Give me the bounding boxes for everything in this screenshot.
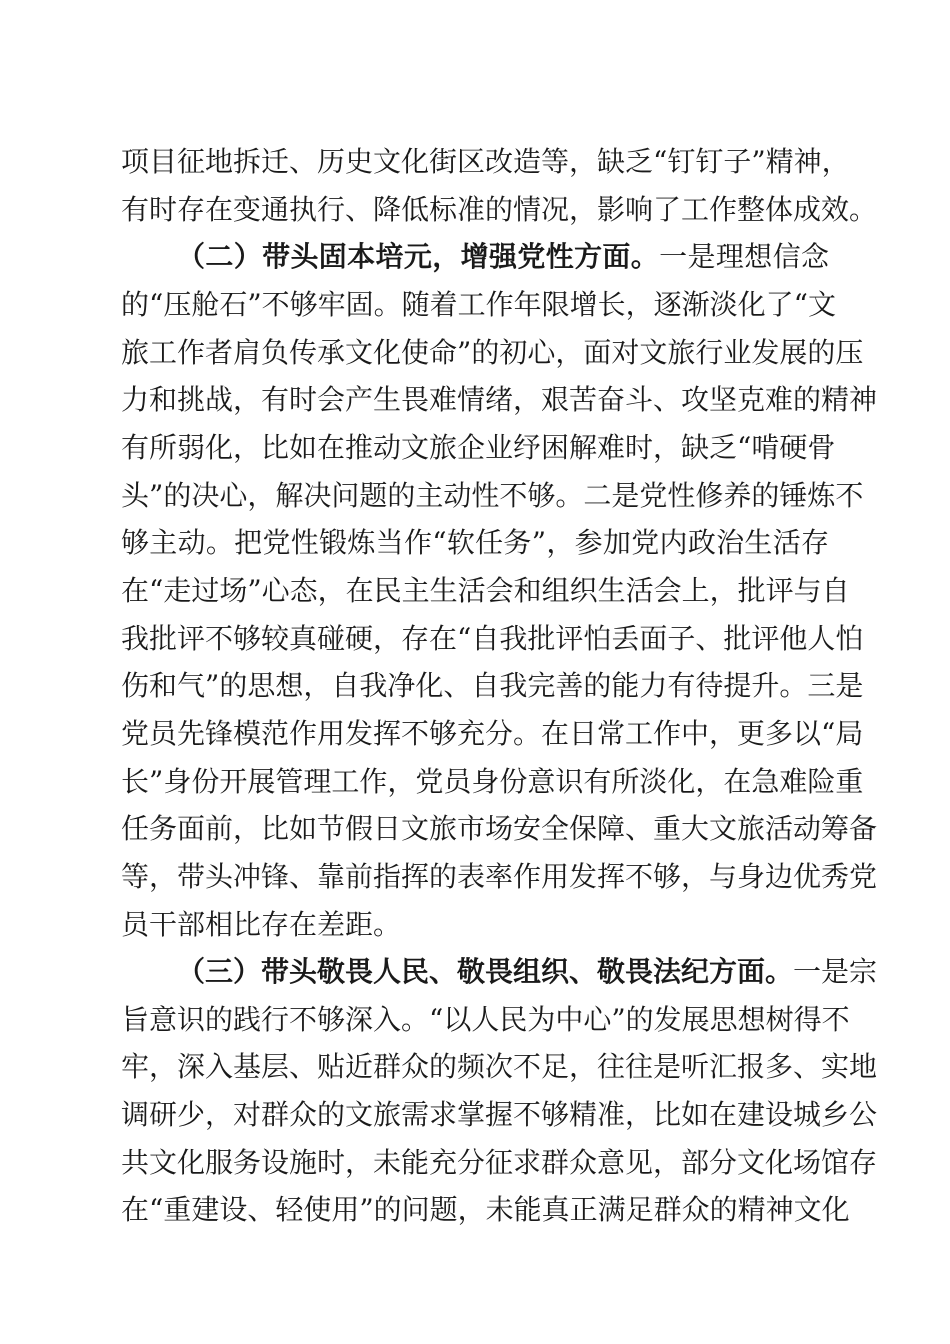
paragraph-line: 在“重建设、轻使用”的问题，未能真正满足群众的精神文化 <box>121 1193 850 1226</box>
paragraph-line: 我批评不够较真碰硬，存在“自我批评怕丢面子、批评他人怕 <box>121 622 864 655</box>
section-heading-line <box>177 955 878 989</box>
paragraph-line: 调研少，对群众的文旅需求掌握不够精准，比如在建设城乡公 <box>121 1098 878 1131</box>
paragraph-line: 够主动。把党性锻炼当作“软任务”，参加党内政治生活存 <box>121 526 829 559</box>
paragraph-line: 的“压舱石”不够牢固。随着工作年限增长，逐渐淡化了“文 <box>121 288 836 321</box>
paragraph-line: 力和挑战，有时会产生畏难情绪，艰苦奋斗、攻坚克难的精神 <box>121 383 878 416</box>
paragraph-line: 旅工作者肩负传承文化使命”的初心，面对文旅行业发展的压 <box>121 336 864 369</box>
paragraph-line: 在“走过场”心态，在民主生活会和组织生活会上，批评与自 <box>121 574 850 607</box>
section-heading-3: （三）带头敬畏人民、敬畏组织、敬畏法纪方面。 <box>177 955 794 988</box>
section-heading-2: （二）带头固本培元，增强党性方面。 <box>177 240 660 273</box>
paragraph-line: 长”身份开展管理工作，党员身份意识有所淡化，在急难险重 <box>121 765 864 798</box>
paragraph-line: 头”的决心，解决问题的主动性不够。二是党性修养的锤炼不 <box>121 479 864 512</box>
paragraph-line: 伤和气”的思想，自我净化、自我完善的能力有待提升。三是 <box>121 669 864 702</box>
paragraph-line: 任务面前，比如节假日文旅市场安全保障、重大文旅活动筹备 <box>121 812 878 845</box>
paragraph-line: 党员先锋模范作用发挥不够充分。在日常工作中，更多以“局 <box>121 717 864 750</box>
paragraph-text: 一是宗 <box>793 955 878 988</box>
paragraph-line: 牢，深入基层、贴近群众的频次不足，往往是听汇报多、实地 <box>121 1050 878 1083</box>
paragraph-line: 有时存在变通执行、降低标准的情况，影响了工作整体成效。 <box>121 193 878 226</box>
paragraph-line: 员干部相比存在差距。 <box>121 908 402 941</box>
paragraph-line: 旨意识的践行不够深入。“以人民为中心”的发展思想树得不 <box>121 1003 850 1036</box>
section-heading-line <box>177 240 829 274</box>
paragraph-line: 共文化服务设施时，未能充分征求群众意见，部分文化场馆存 <box>121 1146 878 1179</box>
paragraph-text: 一是理想信念 <box>659 240 829 273</box>
paragraph-line: 有所弱化，比如在推动文旅企业纾困解难时，缺乏“啃硬骨 <box>121 431 836 464</box>
paragraph-line: 等，带头冲锋、靠前指挥的表率作用发挥不够，与身边优秀党 <box>121 860 878 893</box>
paragraph-line: 项目征地拆迁、历史文化街区改造等，缺乏“钉钉子”精神， <box>121 145 850 178</box>
